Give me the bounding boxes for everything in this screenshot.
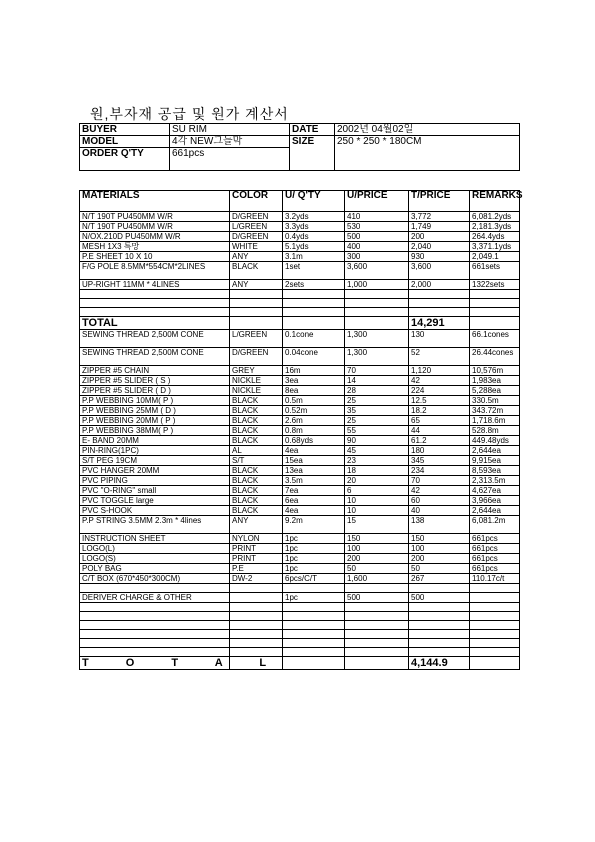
color-cell: NICKLE	[230, 376, 283, 386]
tprice-cell: 500	[409, 593, 470, 603]
tprice-cell: 52	[409, 348, 470, 366]
material-cell: N/T 190T PU450MM W/R	[80, 222, 230, 232]
size-label: SIZE	[290, 136, 335, 171]
tprice-cell: 50	[409, 564, 470, 574]
uprice-cell: 18	[345, 466, 409, 476]
table-row	[80, 466, 520, 476]
color-cell: BLACK	[230, 406, 283, 416]
color-cell: WHITE	[230, 242, 283, 252]
tprice-cell: 1,749	[409, 222, 470, 232]
uprice-cell: 25	[345, 396, 409, 406]
table-row	[80, 242, 520, 252]
remarks-cell: 110.17c/t	[470, 574, 520, 584]
table-row	[80, 574, 520, 584]
color-cell: BLACK	[230, 496, 283, 506]
remarks-cell	[470, 593, 520, 603]
tprice-cell: 2,040	[409, 242, 470, 252]
uprice-cell: 90	[345, 436, 409, 446]
uprice-cell: 500	[345, 232, 409, 242]
table-row	[80, 330, 520, 348]
uprice-cell: 1,600	[345, 574, 409, 584]
material-cell: N/OX.210D PU450MM W/R	[80, 232, 230, 242]
grand-total-label: T O T A L	[80, 657, 230, 670]
tprice-cell: 1,120	[409, 366, 470, 376]
color-cell: BLACK	[230, 416, 283, 426]
total-label: TOTAL	[80, 317, 230, 330]
material-cell: SEWING THREAD 2,500M CONE	[80, 330, 230, 348]
color-cell: D/GREEN	[230, 212, 283, 222]
table-row	[80, 506, 520, 516]
uqty-cell	[283, 584, 345, 593]
empty-row	[80, 621, 520, 630]
uprice-cell: 35	[345, 406, 409, 416]
uqty-cell: 8ea	[283, 386, 345, 396]
table-row	[80, 252, 520, 262]
color-cell: AL	[230, 446, 283, 456]
grand-total-row	[80, 657, 520, 670]
material-cell: ZIPPER #5 SLIDER ( D )	[80, 386, 230, 396]
uqty-cell: 1pc	[283, 564, 345, 574]
uqty-cell: 2sets	[283, 280, 345, 290]
uqty-cell: 0.4yds	[283, 232, 345, 242]
material-cell: PVC PIPING	[80, 476, 230, 486]
document-title: 원,부자재 공급 및 원가 계산서	[90, 106, 289, 122]
uprice-cell: 23	[345, 456, 409, 466]
color-cell: BLACK	[230, 506, 283, 516]
remarks-cell: 9,915ea	[470, 456, 520, 466]
remarks-cell: 264.4yds	[470, 232, 520, 242]
empty-row	[80, 648, 520, 657]
tprice-cell: 267	[409, 574, 470, 584]
tprice-cell: 44	[409, 426, 470, 436]
uprice-cell: 1,000	[345, 280, 409, 290]
table-row	[80, 446, 520, 456]
material-cell: C/T BOX (670*450*300CM)	[80, 574, 230, 584]
color-cell: D/GREEN	[230, 232, 283, 242]
color-cell: BLACK	[230, 262, 283, 280]
uprice-cell: 14	[345, 376, 409, 386]
material-cell: S/T PEG 19CM	[80, 456, 230, 466]
col-materials: MATERIALS	[80, 191, 230, 212]
material-cell: P.P WEBBING 20MM ( P )	[80, 416, 230, 426]
model-value: 4각 NEW그늘막	[170, 136, 290, 148]
uqty-cell: 13ea	[283, 466, 345, 476]
empty-row	[80, 612, 520, 621]
uprice-cell: 70	[345, 366, 409, 376]
cost-table	[79, 190, 523, 670]
empty-row	[80, 603, 520, 612]
uqty-cell: 2.6m	[283, 416, 345, 426]
uprice-cell: 530	[345, 222, 409, 232]
material-cell: DERIVER CHARGE & OTHER	[80, 593, 230, 603]
tprice-cell	[409, 584, 470, 593]
material-cell: ZIPPER #5 SLIDER ( S )	[80, 376, 230, 386]
uprice-cell: 400	[345, 242, 409, 252]
col-color: COLOR	[230, 191, 283, 212]
uqty-cell: 0.1cone	[283, 330, 345, 348]
uprice-cell: 200	[345, 554, 409, 564]
material-cell: ZIPPER #5 CHAIN	[80, 366, 230, 376]
tprice-cell: 61.2	[409, 436, 470, 446]
color-cell: NYLON	[230, 534, 283, 544]
color-cell: DW-2	[230, 574, 283, 584]
tprice-cell: 3,600	[409, 262, 470, 280]
table-header-row	[80, 191, 520, 212]
empty-row	[80, 639, 520, 648]
table-row	[80, 376, 520, 386]
uprice-cell: 150	[345, 534, 409, 544]
remarks-cell: 26.44cones	[470, 348, 520, 366]
tprice-cell: 234	[409, 466, 470, 476]
uqty-cell: 0.52m	[283, 406, 345, 416]
uprice-cell: 100	[345, 544, 409, 554]
tprice-cell: 70	[409, 476, 470, 486]
uprice-cell: 25	[345, 416, 409, 426]
uprice-cell: 6	[345, 486, 409, 496]
empty-row	[80, 290, 520, 299]
uqty-cell: 15ea	[283, 456, 345, 466]
uprice-cell: 50	[345, 564, 409, 574]
tprice-cell: 130	[409, 330, 470, 348]
color-cell: PRINT	[230, 544, 283, 554]
material-cell: PVC TOGGLE large	[80, 496, 230, 506]
uprice-cell: 10	[345, 496, 409, 506]
header-table	[79, 123, 520, 171]
empty-row	[80, 308, 520, 317]
material-cell: E- BAND 20MM	[80, 436, 230, 446]
tprice-cell: 138	[409, 516, 470, 534]
table-row	[80, 366, 520, 376]
remarks-cell: 2,049.1	[470, 252, 520, 262]
tprice-cell: 100	[409, 544, 470, 554]
remarks-cell: 4,627ea	[470, 486, 520, 496]
uqty-cell: 1pc	[283, 534, 345, 544]
table-row	[80, 476, 520, 486]
color-cell: BLACK	[230, 426, 283, 436]
material-cell: N/T 190T PU450MM W/R	[80, 212, 230, 222]
color-cell	[230, 584, 283, 593]
remarks-cell	[470, 584, 520, 593]
remarks-cell: 330.5m	[470, 396, 520, 406]
tprice-cell: 180	[409, 446, 470, 456]
order-qty-value: 661pcs	[170, 148, 290, 171]
uqty-cell: 3.5m	[283, 476, 345, 486]
order-qty-label: ORDER Q'TY	[80, 148, 170, 171]
tprice-cell: 930	[409, 252, 470, 262]
remarks-cell: 2,644ea	[470, 506, 520, 516]
material-cell: LOGO(S)	[80, 554, 230, 564]
remarks-cell: 10,576m	[470, 366, 520, 376]
tprice-cell: 224	[409, 386, 470, 396]
tprice-cell: 200	[409, 232, 470, 242]
table-row	[80, 426, 520, 436]
tprice-cell: 2,000	[409, 280, 470, 290]
empty-row	[80, 630, 520, 639]
date-label: DATE	[290, 124, 335, 136]
color-cell: ANY	[230, 280, 283, 290]
table-row	[80, 222, 520, 232]
material-cell: PVC "O-RING" small	[80, 486, 230, 496]
table-row	[80, 280, 520, 290]
uqty-cell: 0.5m	[283, 396, 345, 406]
uprice-cell: 15	[345, 516, 409, 534]
table-row	[80, 534, 520, 544]
uqty-cell: 0.68yds	[283, 436, 345, 446]
uqty-cell: 9.2m	[283, 516, 345, 534]
tprice-cell: 42	[409, 376, 470, 386]
color-cell: NICKLE	[230, 386, 283, 396]
uqty-cell: 3.2yds	[283, 212, 345, 222]
remarks-cell: 1,718.6m	[470, 416, 520, 426]
uprice-cell: 1,300	[345, 348, 409, 366]
remarks-cell: 661pcs	[470, 564, 520, 574]
color-cell: L/GREEN	[230, 222, 283, 232]
color-cell: GREY	[230, 366, 283, 376]
table-row	[80, 212, 520, 222]
empty-row	[80, 299, 520, 308]
buyer-value: SU RIM	[170, 124, 290, 136]
uqty-cell: 1pc	[283, 544, 345, 554]
table-row	[80, 564, 520, 574]
uqty-cell: 1set	[283, 262, 345, 280]
tprice-cell: 42	[409, 486, 470, 496]
remarks-cell: 528.8m	[470, 426, 520, 436]
remarks-cell: 1322sets	[470, 280, 520, 290]
material-cell: SEWING THREAD 2,500M CONE	[80, 348, 230, 366]
col-tprice: T/PRICE	[409, 191, 470, 212]
remarks-cell: 661pcs	[470, 544, 520, 554]
uprice-cell: 20	[345, 476, 409, 486]
total-value: 14,291	[409, 317, 470, 330]
tprice-cell: 12.5	[409, 396, 470, 406]
remarks-cell: 3,371.1yds	[470, 242, 520, 252]
uqty-cell: 16m	[283, 366, 345, 376]
tprice-cell: 150	[409, 534, 470, 544]
table-row	[80, 396, 520, 406]
table-row	[80, 486, 520, 496]
material-cell: P.P STRING 3.5MM 2.3m * 4lines	[80, 516, 230, 534]
table-row	[80, 232, 520, 242]
uprice-cell: 55	[345, 426, 409, 436]
uprice-cell: 3,600	[345, 262, 409, 280]
tprice-cell: 3,772	[409, 212, 470, 222]
remarks-cell: 449.48yds	[470, 436, 520, 446]
material-cell	[80, 584, 230, 593]
table-row	[80, 406, 520, 416]
tprice-cell: 65	[409, 416, 470, 426]
color-cell: BLACK	[230, 396, 283, 406]
tprice-cell: 18.2	[409, 406, 470, 416]
uqty-cell: 6ea	[283, 496, 345, 506]
remarks-cell: 661pcs	[470, 554, 520, 564]
tprice-cell: 345	[409, 456, 470, 466]
table-row	[80, 348, 520, 366]
remarks-cell: 5,288ea	[470, 386, 520, 396]
color-cell: ANY	[230, 252, 283, 262]
remarks-cell: 6,081.2yds	[470, 212, 520, 222]
uqty-cell: 6pcs/C/T	[283, 574, 345, 584]
material-cell: INSTRUCTION SHEET	[80, 534, 230, 544]
remarks-cell: 1,983ea	[470, 376, 520, 386]
table-row	[80, 584, 520, 593]
table-row	[80, 456, 520, 466]
table-row	[80, 496, 520, 506]
material-cell: PVC S-HOOK	[80, 506, 230, 516]
uqty-cell: 4ea	[283, 446, 345, 456]
material-cell: PVC HANGER 20MM	[80, 466, 230, 476]
table-row	[80, 544, 520, 554]
material-cell: PIN-RING(1PC)	[80, 446, 230, 456]
uprice-cell: 10	[345, 506, 409, 516]
remarks-cell: 3,966ea	[470, 496, 520, 506]
uprice-cell: 300	[345, 252, 409, 262]
table-row	[80, 593, 520, 603]
remarks-cell: 2,644ea	[470, 446, 520, 456]
col-uprice: U/PRICE	[345, 191, 409, 212]
uprice-cell	[345, 584, 409, 593]
model-label: MODEL	[80, 136, 170, 148]
material-cell: F/G POLE 8.5MM*554CM*2LINES	[80, 262, 230, 280]
table-row	[80, 386, 520, 396]
remarks-cell: 6,081.2m	[470, 516, 520, 534]
color-cell: BLACK	[230, 436, 283, 446]
remarks-cell: 661pcs	[470, 534, 520, 544]
color-cell: S/T	[230, 456, 283, 466]
tprice-cell: 40	[409, 506, 470, 516]
table-row	[80, 262, 520, 280]
buyer-label: BUYER	[80, 124, 170, 136]
uprice-cell: 410	[345, 212, 409, 222]
uqty-cell: 1pc	[283, 593, 345, 603]
col-remarks: REMARKS	[470, 191, 520, 212]
uqty-cell: 3ea	[283, 376, 345, 386]
tprice-cell: 60	[409, 496, 470, 506]
total-row	[80, 317, 520, 330]
material-cell: P.P WEBBING 25MM ( D )	[80, 406, 230, 416]
color-cell: D/GREEN	[230, 348, 283, 366]
material-cell: P.P WEBBING 10MM( P )	[80, 396, 230, 406]
color-cell: ANY	[230, 516, 283, 534]
color-cell	[230, 593, 283, 603]
remarks-cell: 2,313.5m	[470, 476, 520, 486]
uqty-cell: 7ea	[283, 486, 345, 496]
uqty-cell: 4ea	[283, 506, 345, 516]
remarks-cell: 66.1cones	[470, 330, 520, 348]
remarks-cell: 8,593ea	[470, 466, 520, 476]
color-cell: PRINT	[230, 554, 283, 564]
uprice-cell: 500	[345, 593, 409, 603]
size-value: 250 * 250 * 180CM	[335, 136, 520, 171]
material-cell: MESH 1X3 특망	[80, 242, 230, 252]
uprice-cell: 28	[345, 386, 409, 396]
grand-total-value: 4,144.9	[409, 657, 470, 670]
uqty-cell: 1pc	[283, 554, 345, 564]
uprice-cell: 45	[345, 446, 409, 456]
tprice-cell: 200	[409, 554, 470, 564]
material-cell: P.P WEBBING 38MM( P )	[80, 426, 230, 436]
remarks-cell: 661sets	[470, 262, 520, 280]
col-uqty: U/ Q'TY	[283, 191, 345, 212]
material-cell: LOGO(L)	[80, 544, 230, 554]
uqty-cell: 5.1yds	[283, 242, 345, 252]
table-row	[80, 554, 520, 564]
uprice-cell: 1,300	[345, 330, 409, 348]
color-cell: P.E	[230, 564, 283, 574]
remarks-cell: 343.72m	[470, 406, 520, 416]
color-cell: BLACK	[230, 466, 283, 476]
uqty-cell: 3.3yds	[283, 222, 345, 232]
remarks-cell: 2,181.3yds	[470, 222, 520, 232]
date-value: 2002년 04월02일	[335, 124, 520, 136]
uqty-cell: 0.8m	[283, 426, 345, 436]
table-row	[80, 436, 520, 446]
material-cell: POLY BAG	[80, 564, 230, 574]
uqty-cell: 3.1m	[283, 252, 345, 262]
color-cell: BLACK	[230, 486, 283, 496]
material-cell: P.E SHEET 10 X 10	[80, 252, 230, 262]
table-row	[80, 516, 520, 534]
color-cell: L/GREEN	[230, 330, 283, 348]
table-row	[80, 416, 520, 426]
uqty-cell: 0.04cone	[283, 348, 345, 366]
material-cell: UP-RIGHT 11MM * 4LINES	[80, 280, 230, 290]
color-cell: BLACK	[230, 476, 283, 486]
